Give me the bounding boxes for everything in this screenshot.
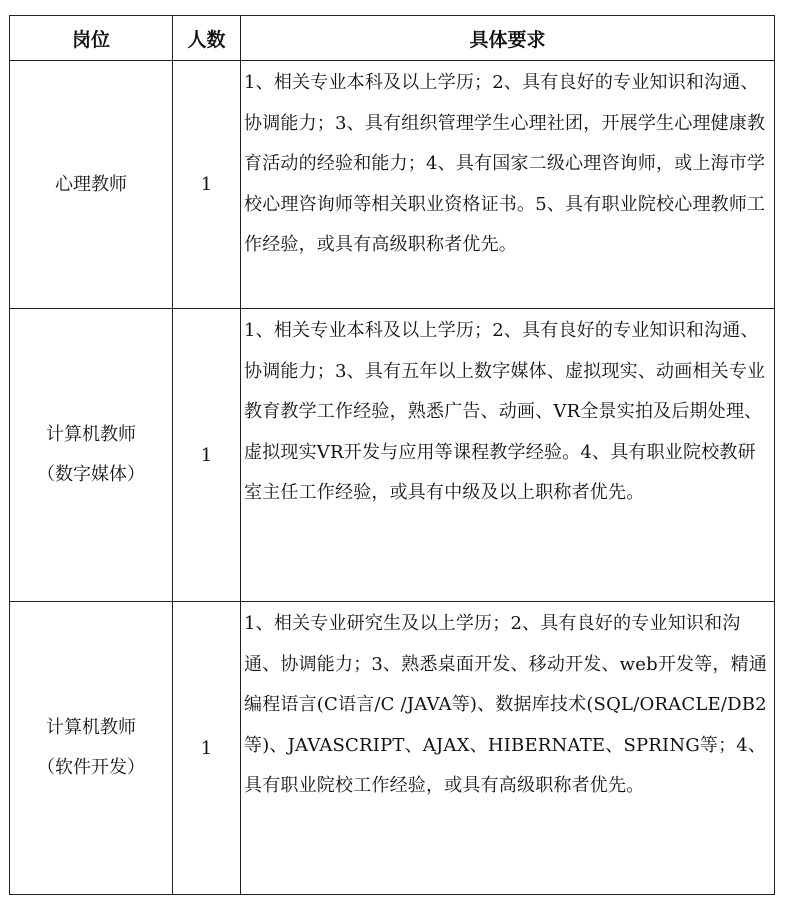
count-cell: 1 — [173, 602, 241, 895]
count-cell: 1 — [173, 309, 241, 602]
header-post: 岗位 — [10, 16, 173, 61]
job-requirements-table — [9, 15, 775, 895]
post-subtitle: （软件开发） — [37, 757, 145, 778]
post-cell — [10, 61, 173, 309]
requirements-cell: 1、相关专业研究生及以上学历；2、具有良好的专业知识和沟通、协调能力；3、熟悉桌面开发、移动开发、web开发等，精通编程语言(C语言/C /JAVA等)、数据库技术(SQL/ORACLE/DB2等)、JAVASCRIPT、AJAX、HIBERNATE、SPRING等；4、具有职业院校工作经验，或具有高级职称者优先。 — [241, 602, 775, 895]
count-cell: 1 — [173, 61, 241, 309]
post-title: 心理教师 — [55, 173, 127, 195]
post-title: 计算机教师 — [46, 424, 136, 445]
table-row — [10, 602, 775, 895]
post-cell — [10, 309, 173, 602]
requirements-cell: 1、相关专业本科及以上学历；2、具有良好的专业知识和沟通、协调能力；3、具有组织管理学生心理社团，开展学生心理健康教育活动的经验和能力；4、具有国家二级心理咨询师，或上海市学校心理咨询师等相关职业资格证书。5、具有职业院校心理教师工作经验，或具有高级职称者优先。 — [241, 61, 775, 309]
header-count: 人数 — [173, 16, 241, 61]
requirements-cell: 1、相关专业本科及以上学历；2、具有良好的专业知识和沟通、协调能力；3、具有五年以上数字媒体、虚拟现实、动画相关专业教育教学工作经验，熟悉广告、动画、VR全景实拍及后期处理、虚拟现实VR开发与应用等课程教学经验。4、具有职业院校教研室主任工作经验，或具有中级及以上职称者优先。 — [241, 309, 775, 602]
post-title: 计算机教师 — [46, 717, 136, 738]
header-row — [10, 16, 775, 61]
post-cell — [10, 602, 173, 895]
header-requirements: 具体要求 — [241, 16, 775, 61]
table-row — [10, 309, 775, 602]
table-row — [10, 61, 775, 309]
post-subtitle: （数字媒体） — [37, 464, 145, 485]
